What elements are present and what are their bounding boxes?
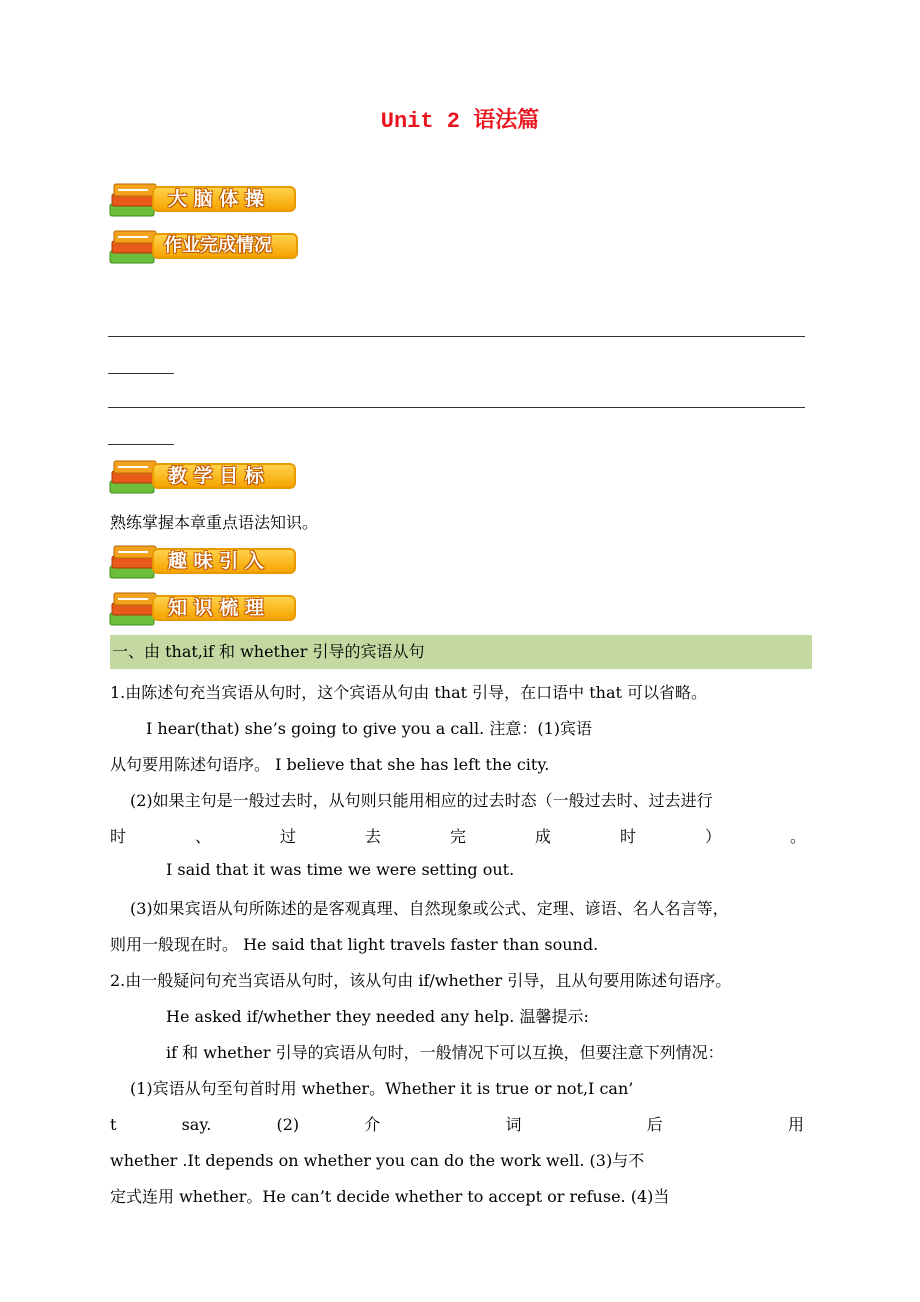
answer-line	[108, 336, 805, 337]
body-line: I said that it was time we were setting out.	[166, 860, 515, 879]
body-line: 从句要用陈述句语序。 I believe that she has left the city.	[110, 755, 550, 774]
topic-heading-band: 一、由 that,if 和 whether 引导的宾语从句	[110, 635, 812, 669]
body-line: 定式连用 whether。He can’t decide whether to accept or refuse. (4)当	[110, 1187, 670, 1206]
answer-line	[108, 444, 174, 445]
answer-line	[108, 373, 174, 374]
body-line: 1.由陈述句充当宾语从句时，这个宾语从句由 that 引导，在口语中 that 可以省略。	[110, 683, 708, 702]
section-badge-knowledge	[108, 589, 298, 629]
body-line: 2.由一般疑问句充当宾语从句时，该从句由 if/whether 引导，且从句要用陈述句语序。	[110, 971, 732, 990]
body-line: 则用一般现在时。 He said that light travels faster than sound.	[110, 935, 599, 954]
section-badge-brain-exercise	[108, 180, 298, 220]
teaching-goal-text: 熟练掌握本章重点语法知识。	[110, 513, 319, 532]
body-line: 时 、 过 去 完 成 时 ） 。	[110, 827, 806, 846]
section-badge-homework-status	[108, 227, 298, 267]
body-line: He asked if/whether they needed any help. 温馨提示:	[166, 1007, 589, 1026]
body-line: I hear(that) she’s going to give you a call. 注意：(1)宾语	[146, 719, 592, 738]
body-line: whether .It depends on whether you can do the work well. (3)与不	[110, 1151, 645, 1170]
body-line: (1)宾语从句至句首时用 whether。Whether it is true or not,I can’	[130, 1079, 634, 1098]
section-label: 大 脑 体 操	[168, 188, 264, 210]
section-label: 知 识 梳 理	[168, 597, 264, 619]
page-title: Unit 2 语法篇	[380, 109, 540, 134]
body-line: (2)如果主句是一般过去时，从句则只能用相应的过去时态（一般过去时、过去进行	[130, 791, 713, 810]
answer-line	[108, 407, 805, 408]
section-label: 教 学 目 标	[168, 465, 264, 487]
section-label: 作业完成情况	[164, 235, 272, 256]
body-line: t say. (2) 介 词 后 用	[110, 1115, 804, 1134]
section-badge-fun-intro	[108, 542, 298, 582]
body-line: if 和 whether 引导的宾语从句时，一般情况下可以互换，但要注意下列情况：	[166, 1043, 724, 1062]
section-label: 趣 味 引 入	[168, 550, 264, 572]
section-badge-teaching-goal	[108, 457, 298, 497]
body-line: (3)如果宾语从句所陈述的是客观真理、自然现象或公式、定理、谚语、名人名言等，	[130, 899, 729, 918]
